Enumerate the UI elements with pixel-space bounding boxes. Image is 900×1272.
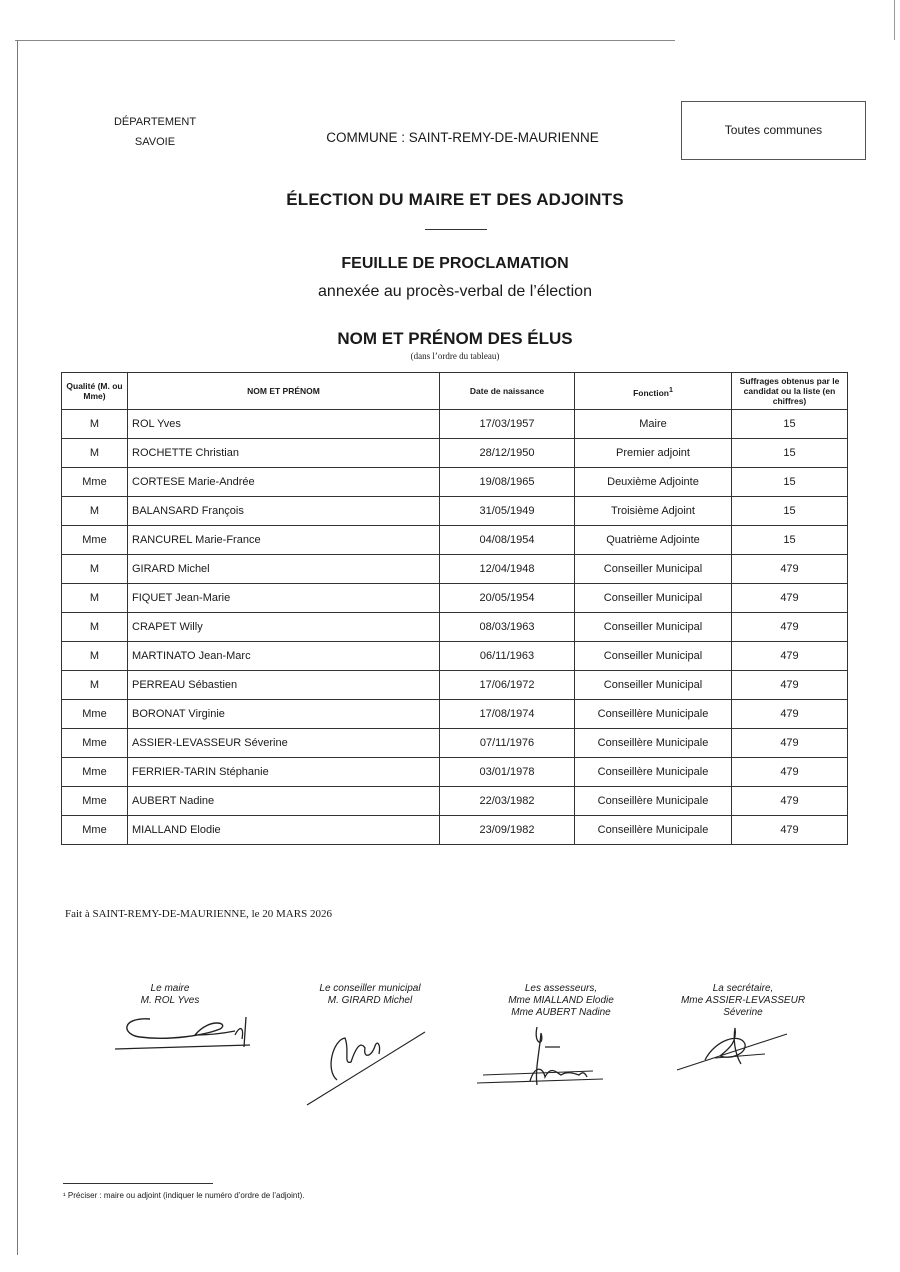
header-fonction-label: Fonction (633, 387, 669, 398)
cell-nom: FIQUET Jean-Marie (128, 584, 440, 613)
cell-suffrages: 479 (732, 700, 848, 729)
signature-maire-drawing (110, 1005, 260, 1055)
cell-qualite: M (62, 584, 128, 613)
signature-secretaire-drawing (675, 1020, 795, 1075)
cell-suffrages: 479 (732, 729, 848, 758)
cell-qualite: M (62, 410, 128, 439)
cell-suffrages: 479 (732, 758, 848, 787)
cell-fonction: Troisième Adjoint (575, 497, 732, 526)
header-suffrages: Suffrages obtenus par le candidat ou la liste (en chiffres) (732, 373, 848, 410)
cell-qualite: Mme (62, 729, 128, 758)
table-row (62, 729, 848, 758)
cell-nom: ROL Yves (128, 410, 440, 439)
cell-date-naissance: 08/03/1963 (440, 613, 575, 642)
cell-suffrages: 479 (732, 584, 848, 613)
cell-qualite: Mme (62, 526, 128, 555)
cell-suffrages: 15 (732, 439, 848, 468)
cell-nom: FERRIER-TARIN Stéphanie (128, 758, 440, 787)
cell-date-naissance: 31/05/1949 (440, 497, 575, 526)
category-box (681, 101, 866, 160)
signature-block-assesseurs (486, 983, 636, 1019)
cell-date-naissance: 04/08/1954 (440, 526, 575, 555)
table-row (62, 410, 848, 439)
table-row (62, 526, 848, 555)
maire-name: M. ROL Yves (140, 995, 200, 1006)
cell-date-naissance: 17/03/1957 (440, 410, 575, 439)
cell-date-naissance: 17/06/1972 (440, 671, 575, 700)
secretaire-role: La secrétaire, (712, 983, 774, 994)
departement-label: DÉPARTEMENT (113, 116, 197, 128)
cell-qualite: Mme (62, 468, 128, 497)
cell-suffrages: 479 (732, 555, 848, 584)
signature-block-conseiller (295, 983, 445, 1007)
conseiller-role: Le conseiller municipal (319, 983, 421, 994)
cell-nom: BORONAT Virginie (128, 700, 440, 729)
cell-qualite: M (62, 671, 128, 700)
cell-suffrages: 479 (732, 613, 848, 642)
table-row (62, 816, 848, 845)
scan-border-left (17, 40, 18, 1255)
cell-date-naissance: 12/04/1948 (440, 555, 575, 584)
maire-role: Le maire (150, 983, 190, 994)
header-fonction-footnote-mark: 1 (668, 385, 673, 394)
header-qualite: Qualité (M. ou Mme) (62, 373, 128, 410)
cell-date-naissance: 07/11/1976 (440, 729, 575, 758)
table-row (62, 613, 848, 642)
cell-nom: AUBERT Nadine (128, 787, 440, 816)
cell-qualite: Mme (62, 758, 128, 787)
cell-fonction: Conseillère Municipale (575, 700, 732, 729)
table-header-row (62, 373, 848, 410)
cell-fonction: Conseillère Municipale (575, 816, 732, 845)
cell-fonction: Conseillère Municipale (575, 758, 732, 787)
cell-nom: BALANSARD François (128, 497, 440, 526)
footnote-divider (63, 1183, 213, 1184)
conseiller-name: M. GIRARD Michel (327, 995, 413, 1006)
sheet-title: FEUILLE DE PROCLAMATION (341, 255, 569, 272)
cell-date-naissance: 20/05/1954 (440, 584, 575, 613)
assesseurs-role: Les assesseurs, (524, 983, 598, 994)
header-naissance: Date de naissance (440, 373, 575, 410)
secretaire-name-1: Mme ASSIER-LEVASSEUR (680, 995, 806, 1006)
sheet-subtitle: annexée au procès-verbal de l’élection (318, 283, 592, 300)
category-box-label: Toutes communes (724, 123, 823, 137)
table-row (62, 671, 848, 700)
cell-qualite: Mme (62, 816, 128, 845)
cell-nom: ASSIER-LEVASSEUR Séverine (128, 729, 440, 758)
cell-nom: PERREAU Sébastien (128, 671, 440, 700)
elus-table (61, 372, 848, 845)
cell-qualite: Mme (62, 787, 128, 816)
section-note: (dans l’ordre du tableau) (410, 351, 500, 361)
scan-border-right (894, 0, 895, 40)
cell-suffrages: 15 (732, 410, 848, 439)
cell-fonction: Conseiller Municipal (575, 613, 732, 642)
commune-name: COMMUNE : SAINT-REMY-DE-MAURIENNE (326, 130, 599, 145)
departement-block (100, 112, 210, 152)
cell-fonction: Conseiller Municipal (575, 671, 732, 700)
cell-date-naissance: 23/09/1982 (440, 816, 575, 845)
cell-nom: CORTESE Marie-Andrée (128, 468, 440, 497)
cell-qualite: M (62, 497, 128, 526)
cell-suffrages: 479 (732, 671, 848, 700)
cell-nom: MARTINATO Jean-Marc (128, 642, 440, 671)
cell-suffrages: 479 (732, 816, 848, 845)
table-row (62, 787, 848, 816)
cell-suffrages: 15 (732, 497, 848, 526)
table-row (62, 439, 848, 468)
header-fonction (575, 373, 732, 410)
cell-fonction: Conseillère Municipale (575, 729, 732, 758)
cell-date-naissance: 19/08/1965 (440, 468, 575, 497)
cell-qualite: M (62, 555, 128, 584)
cell-nom: ROCHETTE Christian (128, 439, 440, 468)
secretaire-name-2: Séverine (723, 1007, 763, 1018)
cell-fonction: Conseiller Municipal (575, 555, 732, 584)
header-nom: NOM ET PRÉNOM (128, 373, 440, 410)
scan-border-top (15, 40, 675, 41)
table-row (62, 758, 848, 787)
cell-nom: RANCUREL Marie-France (128, 526, 440, 555)
cell-nom: CRAPET Willy (128, 613, 440, 642)
cell-nom: GIRARD Michel (128, 555, 440, 584)
cell-date-naissance: 22/03/1982 (440, 787, 575, 816)
cell-fonction: Maire (575, 410, 732, 439)
signature-block-secretaire (668, 983, 818, 1019)
table-row (62, 700, 848, 729)
cell-suffrages: 15 (732, 526, 848, 555)
footnote: ¹ Préciser : maire ou adjoint (indiquer le numéro d’ordre de l’adjoint). (63, 1191, 305, 1200)
cell-qualite: M (62, 642, 128, 671)
cell-qualite: Mme (62, 700, 128, 729)
assesseur-name-1: Mme MIALLAND Elodie (508, 995, 614, 1006)
table-row (62, 584, 848, 613)
fait-a-statement: Fait à SAINT-REMY-DE-MAURIENNE, le 20 MARS 2026 (65, 908, 332, 920)
cell-fonction: Conseiller Municipal (575, 584, 732, 613)
cell-fonction: Conseiller Municipal (575, 642, 732, 671)
signature-block-maire (110, 983, 230, 1007)
table-row (62, 555, 848, 584)
cell-fonction: Quatrième Adjointe (575, 526, 732, 555)
cell-date-naissance: 03/01/1978 (440, 758, 575, 787)
section-title: NOM ET PRÉNOM DES ÉLUS (337, 329, 573, 348)
assesseur-name-2: Mme AUBERT Nadine (511, 1007, 611, 1018)
cell-qualite: M (62, 439, 128, 468)
cell-suffrages: 479 (732, 787, 848, 816)
cell-fonction: Deuxième Adjointe (575, 468, 732, 497)
table-row (62, 497, 848, 526)
cell-suffrages: 479 (732, 642, 848, 671)
cell-nom: MIALLAND Elodie (128, 816, 440, 845)
signature-assesseurs-drawing (475, 1025, 615, 1095)
signature-conseiller-drawing (305, 1010, 435, 1110)
cell-date-naissance: 06/11/1963 (440, 642, 575, 671)
cell-date-naissance: 17/08/1974 (440, 700, 575, 729)
cell-qualite: M (62, 613, 128, 642)
table-row (62, 642, 848, 671)
table-row (62, 468, 848, 497)
departement-value: SAVOIE (134, 136, 176, 148)
cell-fonction: Premier adjoint (575, 439, 732, 468)
title-divider (425, 229, 487, 230)
cell-date-naissance: 28/12/1950 (440, 439, 575, 468)
cell-fonction: Conseillère Municipale (575, 787, 732, 816)
cell-suffrages: 15 (732, 468, 848, 497)
page-title: ÉLECTION DU MAIRE ET DES ADJOINTS (286, 190, 624, 209)
